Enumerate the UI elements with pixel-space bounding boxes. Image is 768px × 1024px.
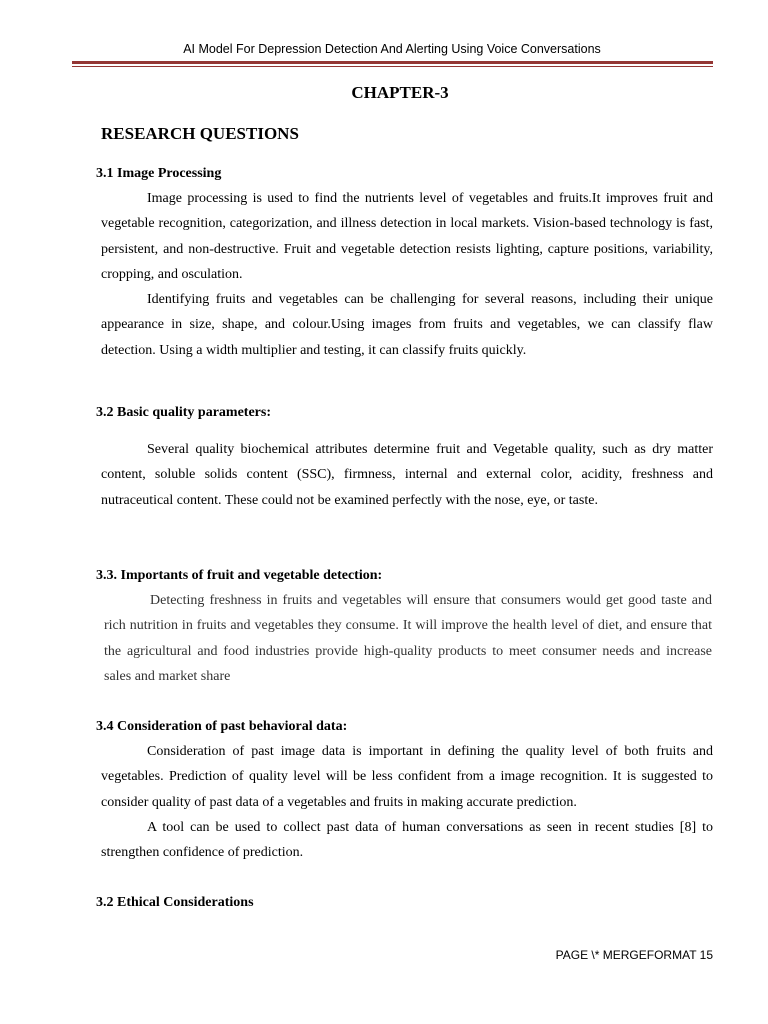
paragraph-3-4-a: Consideration of past image data is important in defining the quality level of both fruits and vegetables. Prediction of quality level will be less confident from a image recognition. It is suggested to consider quality of past data of a vegetables and fruits in making accurate prediction. (101, 744, 713, 810)
heading-ethical: 3.2 Ethical Considerations (96, 895, 254, 910)
heading-3-3: 3.3. Importants of fruit and vegetable detection: (96, 568, 383, 583)
page-number-field: PAGE \* MERGEFORMAT 15 (555, 948, 713, 962)
paragraph-3-4-b: A tool can be used to collect past data of human conversations as seen in recent studies [8] to strengthen confidence of prediction. (101, 820, 713, 861)
chapter-title: CHAPTER-3 (351, 83, 449, 102)
paragraph-3-1-b: Identifying fruits and vegetables can be challenging for several reasons, including their unique appearance in size, shape, and colour.Using images from fruits and vegetables, we can classify flaw detection. Using a width multiplier and testing, it can classify fruits quickly. (101, 292, 713, 358)
section-title: RESEARCH QUESTIONS (101, 124, 299, 143)
header-rule-thin (72, 66, 713, 67)
heading-3-1: 3.1 Image Processing (96, 166, 222, 181)
paragraph-3-3: Detecting freshness in fruits and vegetables will ensure that consumers would get good taste and rich nutrition in fruits and vegetables they consume. It will improve the health level of diet, and ensure that the agricultural and food industries provide high-quality products to meet consumer needs and increase sales and market share (104, 593, 712, 684)
heading-3-2: 3.2 Basic quality parameters: (96, 405, 271, 420)
running-header: AI Model For Depression Detection And Alerting Using Voice Conversations (183, 42, 601, 56)
heading-3-4: 3.4 Consideration of past behavioral data: (96, 719, 348, 734)
header-rule-thick (72, 61, 713, 64)
paragraph-3-1-a: Image processing is used to find the nutrients level of vegetables and fruits.It improves fruit and vegetable recognition, categorization, and illness detection in local markets. Vision-based technology is fast, persistent, and non-destructive. Fruit and vegetable detection resists lighting, capture positions, variability, cropping, and osculation. (101, 191, 713, 282)
paragraph-3-2: Several quality biochemical attributes determine fruit and Vegetable quality, such as dry matter content, soluble solids content (SSC), firmness, internal and external color, acidity, freshness and nutraceutical content. These could not be examined perfectly with the nose, eye, or taste. (101, 442, 713, 508)
